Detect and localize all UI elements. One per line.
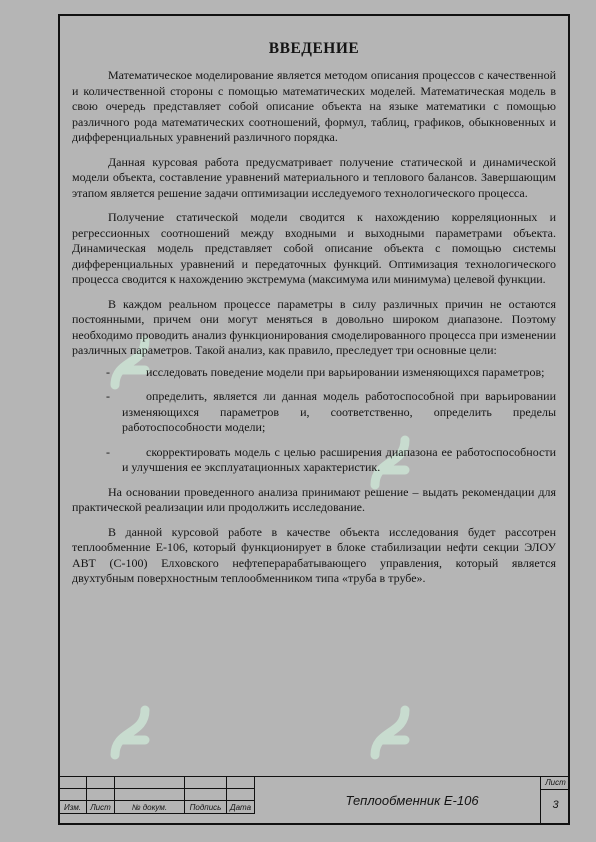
label-list: Лист (87, 801, 115, 814)
paragraph: Математическое моделирование является методом описания процессов с качественной и количественной стороны с помощью математических моделей. Математическая модель в свою очередь представляет собой описание объекта на языке математики с помощью различного рода математических соотношений, формул, таблиц, графиков, обыкновенных и дифференциальных уравнений различного порядка. (72, 68, 556, 144)
paragraph: Данная курсовая работа предусматривает получение статической и динамической модели объекта, составление уравнений материального и теплового балансов. Завершающим этапом является решение задачи оптимизации исследуемого технологического процесса. (72, 154, 556, 200)
document-body (72, 40, 556, 596)
sheet-label: Лист (541, 776, 570, 790)
paragraph: Получение статической модели сводится к нахождению корреляционных и регрессионных соотношений между входными и выходными параметрами объекта. Динамическая модель представляет собой описание объекта с помощью системы дифференциальных уравнений и передаточных функций. Оптимизация технологического процесса сводится к нахождению экстремума (максимума или минимума) целевой функции. (72, 210, 556, 286)
revision-grid (58, 776, 255, 814)
paragraph: На основании проведенного анализа принимают решение – выдать рекомендации для практической реализации или продолжить исследование. (72, 484, 556, 514)
bullet-marker: - (106, 364, 110, 379)
list-item (72, 445, 556, 476)
document-title: Теплообменник Е-106 (345, 793, 479, 808)
page-heading: ВВЕДЕНИЕ (268, 40, 360, 57)
label-doc-number: № докум. (115, 801, 185, 814)
list-item-text: определить, является ли данная модель работоспособной при варьировании изменяющихся параметров и, соответственно, определить пределы работоспособности модели; (122, 389, 556, 434)
title-block (58, 776, 570, 825)
bullet-marker: - (106, 389, 110, 403)
sheet-box (540, 776, 570, 825)
sheet-number: 3 (552, 799, 559, 811)
list-item (72, 389, 556, 436)
list-item-text: исследовать поведение модели при варьировании изменяющихся параметров; (146, 364, 545, 379)
list-item (72, 365, 556, 381)
label-date: Дата (227, 801, 255, 814)
list-item-text: скорректировать модель с целью расширения диапазона ее работоспособности и улучшения ее эксплуатационных характеристик. (122, 444, 556, 474)
paragraph: В данной курсовой работе в качестве объекта исследования будет рассотрен теплообменние Е-106, который функционирует в блоке стабилизации нефти секции ЭЛОУ АВТ (С-100) Елховского нефтеперарабатывающего управления, который является двухтубным поверхностным теплообменником типа «труба в трубе». (72, 524, 556, 585)
label-signature: Подпись (185, 801, 227, 814)
paragraph: В каждом реальном процессе параметры в силу различных причин не остаются постоянными, причем они могут меняться в довольно широком диапазоне. Поэтому необходимо проводить анализ функционирования смоделированного процесса при изменении различных параметров. Такой анализ, как правило, преследует три основные цели: (72, 296, 556, 357)
bullet-marker: - (106, 444, 110, 459)
label-izm: Изм. (59, 801, 87, 814)
